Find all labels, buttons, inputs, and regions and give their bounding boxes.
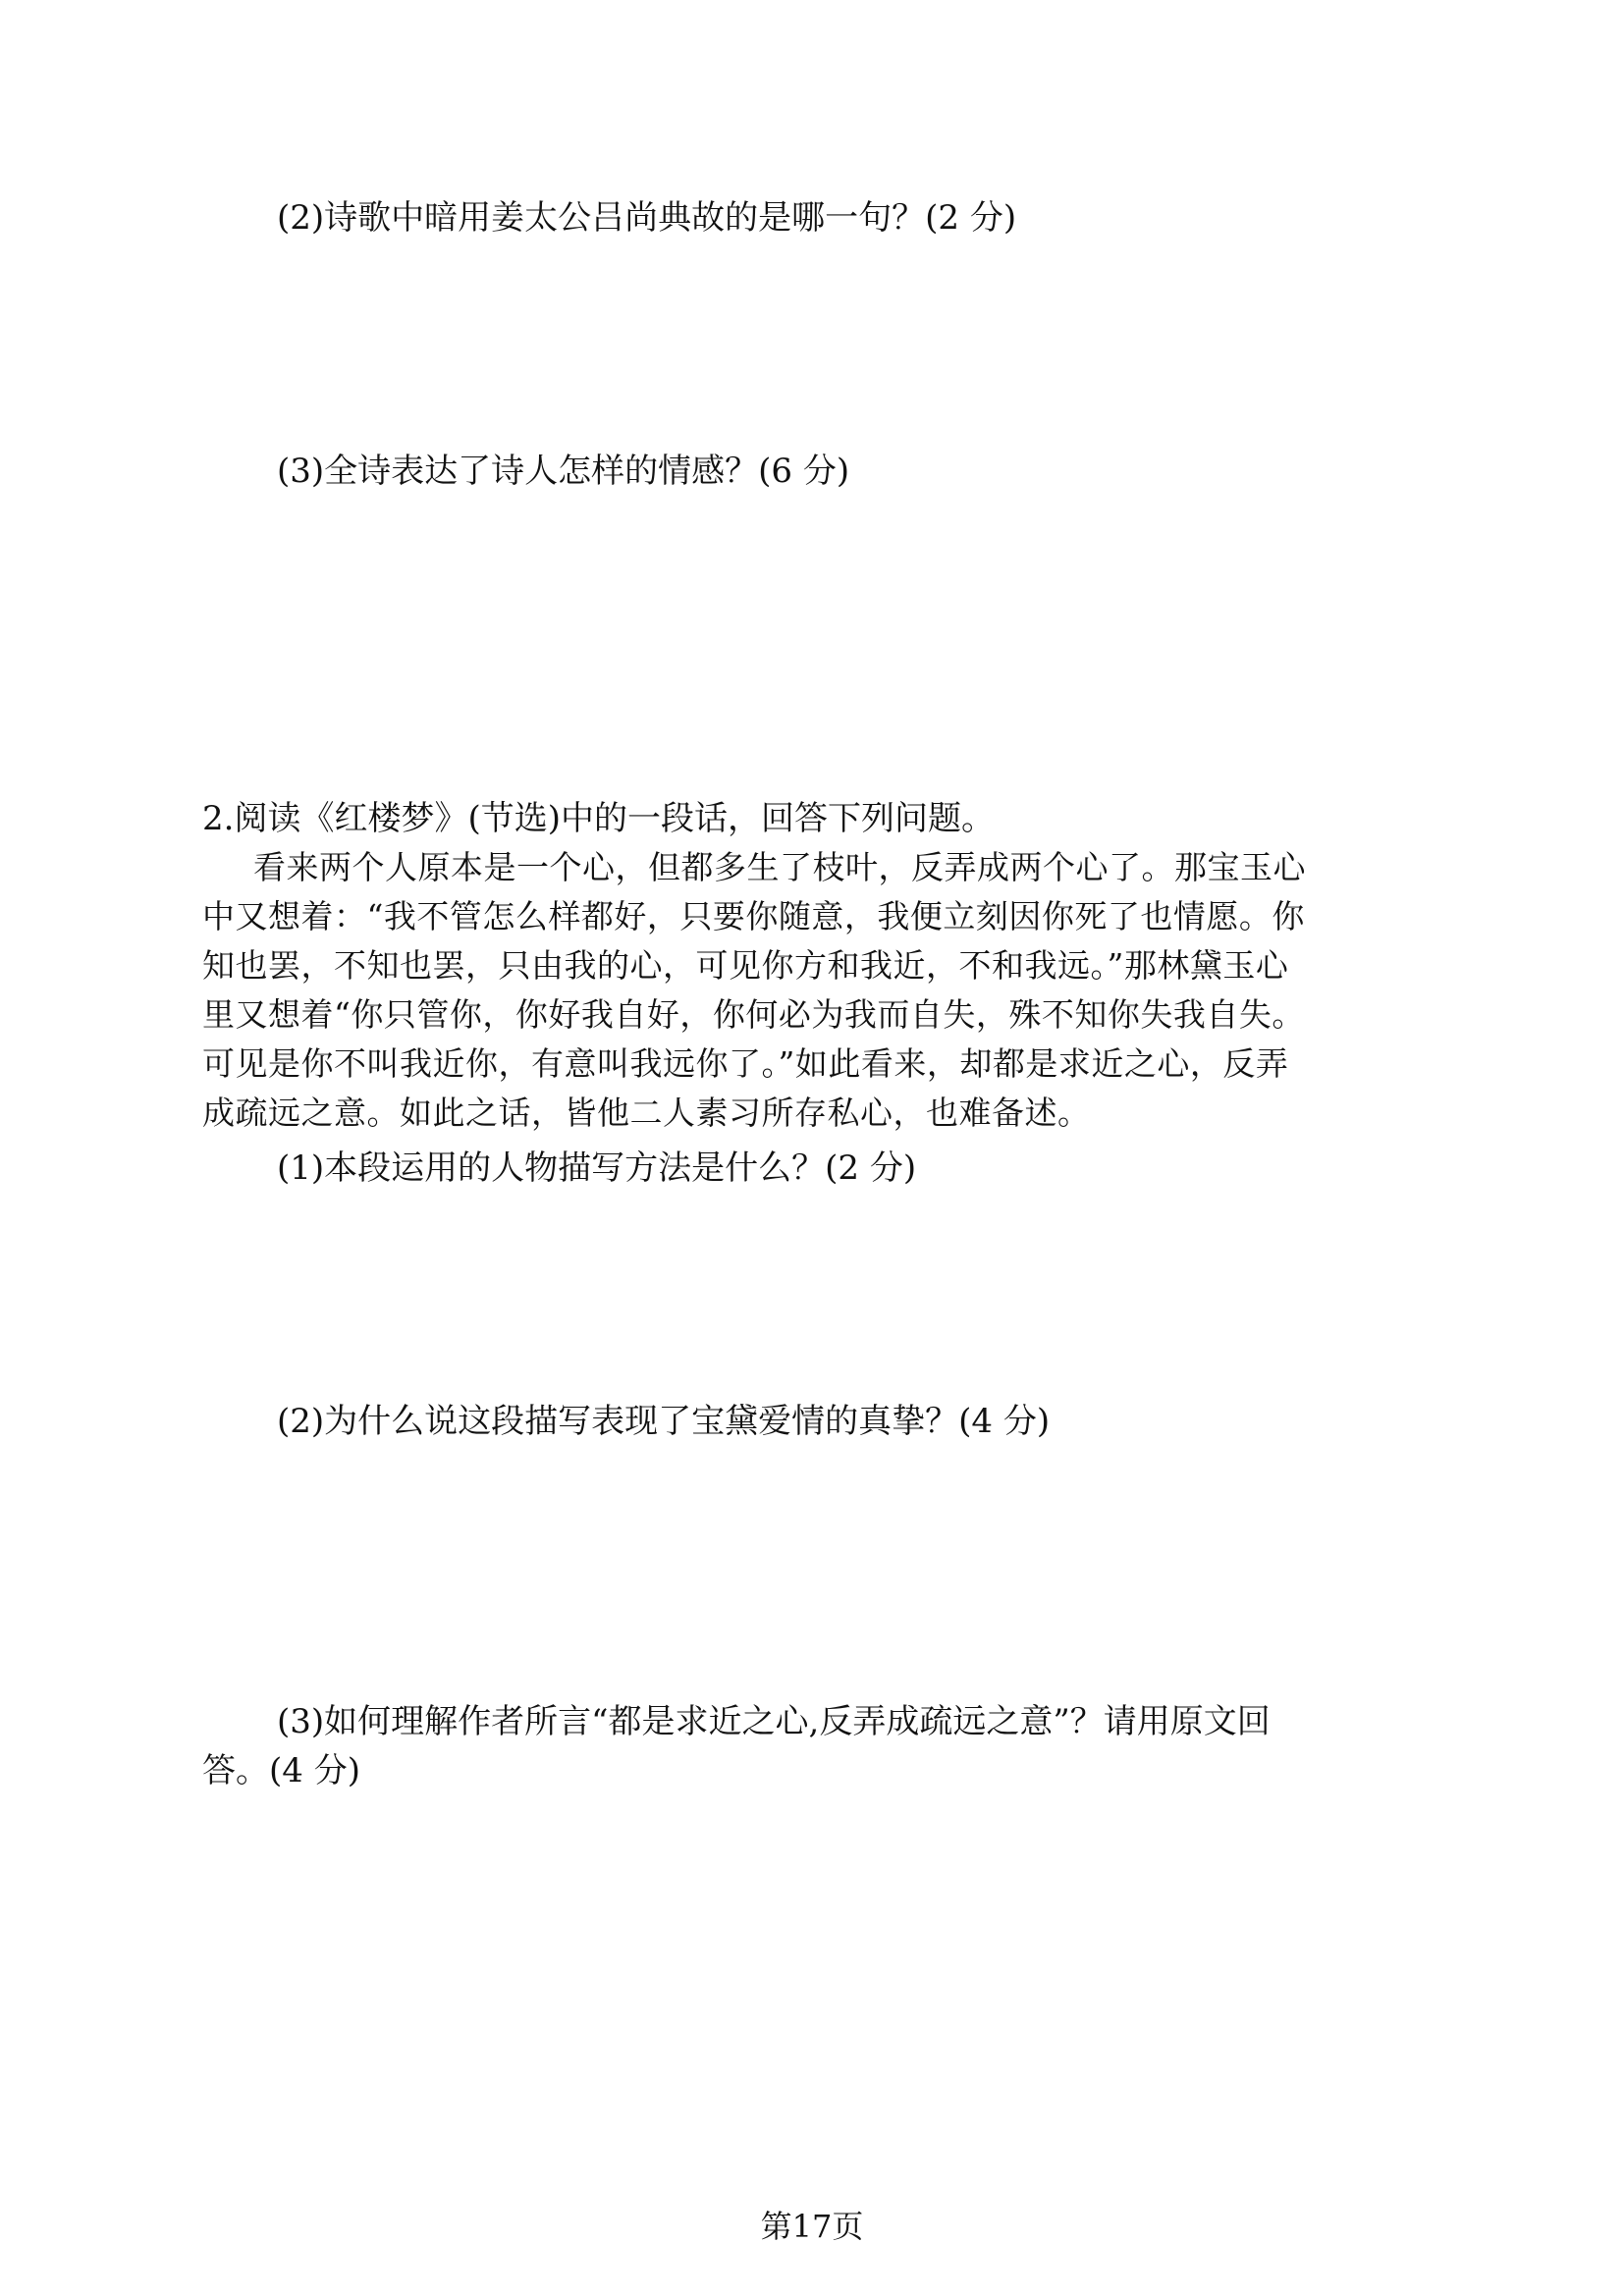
passage-line: 可见是你不叫我近你，有意叫我远你了。”如此看来，却都是求近之心，反弄 bbox=[202, 1044, 1289, 1083]
section-2-question-3-line-1: (3)如何理解作者所言“都是求近之心,反弄成疏远之意”？请用原文回 bbox=[277, 1702, 1271, 1741]
section-2-question-3-line-2: 答。(4 分) bbox=[202, 1751, 360, 1790]
passage-line: 看来两个人原本是一个心，但都多生了枝叶，反弄成两个心了。那宝玉心 bbox=[253, 848, 1306, 886]
section-2-question-1: (1)本段运用的人物描写方法是什么？(2 分) bbox=[277, 1148, 917, 1188]
page-number: 第17页 bbox=[760, 2208, 864, 2245]
passage-line: 成疏远之意。如此之话，皆他二人素习所存私心，也难备述。 bbox=[202, 1094, 1091, 1132]
question-3-poem: (3)全诗表达了诗人怎样的情感？(6 分) bbox=[277, 452, 850, 491]
question-2-poem: (2)诗歌中暗用姜太公吕尚典故的是哪一句？(2 分) bbox=[277, 198, 1017, 238]
passage-line: 中又想着：“我不管怎么样都好，只要你随意，我便立刻因你死了也情愿。你 bbox=[202, 897, 1305, 935]
passage-line: 知也罢，不知也罢，只由我的心，可见你方和我近，不和我远。”那林黛玉心 bbox=[202, 946, 1289, 985]
section-2-heading: 2.阅读《红楼梦》(节选)中的一段话，回答下列问题。 bbox=[202, 799, 995, 838]
section-2-question-2: (2)为什么说这段描写表现了宝黛爱情的真挚？(4 分) bbox=[277, 1402, 1051, 1441]
passage-line: 里又想着“你只管你，你好我自好，你何必为我而自失，殊不知你失我自失。 bbox=[202, 995, 1305, 1034]
